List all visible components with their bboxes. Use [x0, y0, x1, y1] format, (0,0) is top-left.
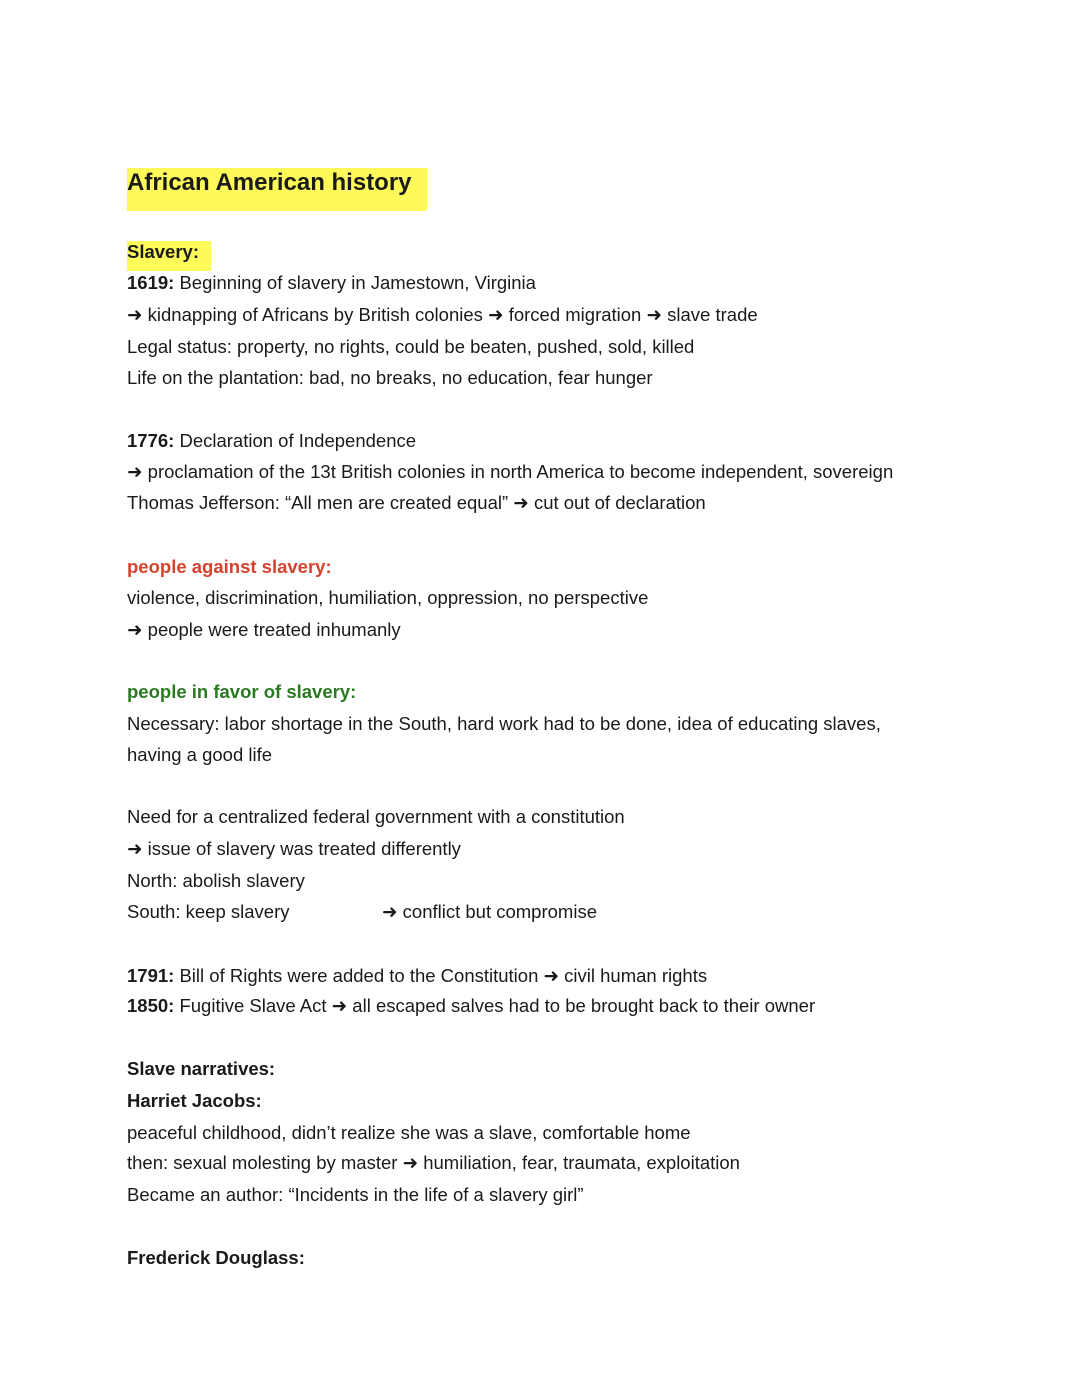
year-1850: 1850: [127, 995, 175, 1016]
arrow-icon: ➜ [331, 995, 348, 1016]
jefferson-text: Thomas Jefferson: “All men are created equal” [127, 492, 514, 513]
arrow-icon: ➜ [127, 304, 143, 325]
proclamation-line [127, 461, 893, 483]
against-heading: people against slavery: [127, 556, 332, 577]
federal-line-1: Need for a centralized federal government with a constitution [127, 806, 625, 827]
arrow-icon: ➜ [543, 965, 560, 986]
civil-rights-text: civil human rights [559, 965, 708, 986]
federal-line-2 [127, 838, 461, 860]
cut-out-text: cut out of declaration [528, 492, 706, 513]
arrow-icon: ➜ [127, 838, 143, 859]
favor-line-2: having a good life [127, 744, 273, 765]
jacobs-line-2 [127, 1152, 740, 1174]
conflict-line [382, 901, 597, 923]
arrow-icon: ➜ [488, 304, 504, 325]
line-1776 [127, 430, 416, 452]
proclamation-text: proclamation of the 13t British colonies in north America to become independent, sovereign [147, 461, 894, 482]
text-1619: Beginning of slavery in Jamestown, Virginia [174, 272, 536, 293]
arrow-icon: ➜ [127, 461, 143, 482]
kidnapping-text: kidnapping of Africans by British colonies [147, 304, 489, 325]
arrow-icon: ➜ [402, 1152, 419, 1173]
against-line-1: violence, discrimination, humiliation, oppression, no perspective [127, 587, 649, 608]
forced-migration-text: forced migration [503, 304, 647, 325]
narratives-heading [127, 1058, 275, 1080]
jacobs-heading-text: Harriet Jacobs: [127, 1090, 262, 1111]
favor-line-1: Necessary: labor shortage in the South, hard work had to be done, idea of educating slaves, [127, 713, 881, 734]
bill-of-rights-text: Bill of Rights were added to the Constitution [174, 965, 544, 986]
fugitive-slave-act-text: Fugitive Slave Act [174, 995, 332, 1016]
escaped-slaves-text: all escaped salves had to be brought back to their owner [347, 995, 816, 1016]
text-1776: Declaration of Independence [174, 430, 417, 451]
slavery-line-arrows [127, 304, 758, 326]
slave-trade-text: slave trade [662, 304, 758, 325]
year-1791: 1791: [127, 965, 175, 986]
page-title-text: African American history [127, 169, 412, 196]
arrow-icon: ➜ [382, 901, 398, 922]
south-line: South: keep slavery [127, 901, 290, 922]
conflict-text: conflict but compromise [402, 901, 597, 922]
slavery-heading [127, 241, 211, 271]
page-title [127, 168, 427, 211]
molesting-text: then: sexual molesting by master [127, 1152, 403, 1173]
douglass-heading-text: Frederick Douglass: [127, 1247, 305, 1268]
slavery-heading-text: Slavery: [127, 241, 199, 262]
line-1850 [127, 995, 815, 1017]
jefferson-line [127, 492, 706, 514]
plantation-life-line: Life on the plantation: bad, no breaks, no education, fear hunger [127, 367, 653, 388]
against-line-2 [127, 619, 401, 641]
slavery-line-1619 [127, 272, 536, 294]
jacobs-line-1: peaceful childhood, didn’t realize she was a slave, comfortable home [127, 1122, 691, 1143]
favor-heading: people in favor of slavery: [127, 681, 357, 702]
line-1791 [127, 965, 707, 987]
jacobs-line-3: Became an author: “Incidents in the life of a slavery girl” [127, 1184, 584, 1205]
douglass-heading [127, 1247, 305, 1269]
legal-status-line: Legal status: property, no rights, could be beaten, pushed, sold, killed [127, 336, 695, 357]
jacobs-heading [127, 1090, 262, 1112]
humiliation-text: humiliation, fear, traumata, exploitation [418, 1152, 740, 1173]
arrow-icon: ➜ [127, 619, 143, 640]
year-1776: 1776: [127, 430, 175, 451]
arrow-icon: ➜ [513, 492, 529, 513]
arrow-icon: ➜ [646, 304, 663, 325]
inhumanly-text: people were treated inhumanly [147, 619, 401, 640]
narratives-heading-text: Slave narratives: [127, 1058, 276, 1079]
year-1619: 1619: [127, 272, 175, 293]
north-line: North: abolish slavery [127, 870, 305, 891]
issue-text: issue of slavery was treated differently [147, 838, 461, 859]
